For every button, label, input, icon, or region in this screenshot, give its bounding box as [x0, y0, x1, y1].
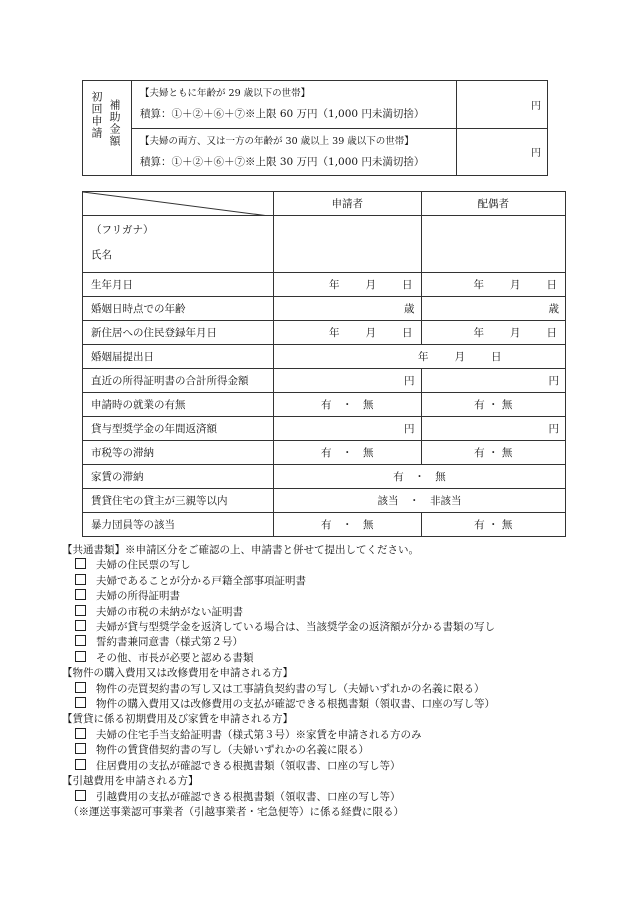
subsidy-amount-label: 補助金額	[108, 99, 121, 147]
initial-application-label: 初回申請	[90, 91, 103, 139]
spouse-name-field[interactable]	[421, 216, 565, 273]
subsidy-row-30to39	[132, 128, 457, 176]
age-unit: 歳	[548, 303, 559, 315]
table-row	[83, 441, 566, 465]
list-item[interactable]: 夫婦の住民票の写し	[62, 558, 582, 573]
row-label: 婚姻日時点での年齢	[83, 297, 274, 321]
table-row	[83, 273, 566, 297]
month-unit: 月	[510, 279, 521, 291]
section-title-purchase: 【物件の購入費用又は改修費用を申請される方】	[62, 667, 293, 680]
subsidy-side-label	[83, 81, 132, 176]
subsidy-table	[82, 80, 548, 176]
spouse-employment-choice[interactable]: 有 ・ 無	[421, 393, 565, 417]
year-unit: 年	[329, 327, 340, 339]
list-item[interactable]: 物件の売買契約書の写し又は工事請負契約書の写し（夫婦いずれかの名義に限る）	[62, 682, 582, 697]
list-item[interactable]: 住居費用の支払が確認できる根拠書類（領収書、口座の写し等）	[62, 759, 582, 774]
section-title-rent: 【賃貸に係る初期費用及び家賃を申請される方】	[62, 713, 293, 726]
table-row	[83, 297, 566, 321]
table-row	[83, 513, 566, 537]
applicant-income-field[interactable]	[274, 369, 422, 393]
yen-unit: 円	[548, 423, 559, 435]
spouse-scholarship-field[interactable]	[421, 417, 565, 441]
day-unit: 日	[402, 279, 413, 291]
table-row	[83, 465, 566, 489]
table-row	[83, 393, 566, 417]
checkbox[interactable]	[75, 697, 86, 708]
day-unit: 日	[491, 351, 502, 363]
table-row	[83, 489, 566, 513]
subsidy-row-formula: 積算：①＋②＋⑥＋⑦※上限 30 万円（1,000 円未満切捨）	[140, 155, 425, 168]
section-title-moving: 【引越費用を申請される方】	[62, 775, 199, 788]
yen-unit: 円	[404, 375, 415, 387]
year-unit: 年	[473, 279, 484, 291]
list-item[interactable]: 物件の賃貸借契約書の写し（夫婦いずれかの名義に限る）	[62, 743, 582, 758]
landlord-relative-choice[interactable]: 該当 ・ 非該当	[274, 489, 566, 513]
row-label: 生年月日	[83, 273, 274, 297]
row-label: 申請時の就業の有無	[83, 393, 274, 417]
subsidy-row-formula: 積算：①＋②＋⑥＋⑦※上限 60 万円（1,000 円未満切捨）	[140, 108, 425, 120]
year-unit: 年	[473, 327, 484, 339]
yen-unit: 円	[404, 423, 415, 435]
checkbox[interactable]	[75, 574, 86, 585]
name-label-cell	[83, 216, 274, 273]
rent-arrears-choice[interactable]: 有 ・ 無	[274, 465, 566, 489]
applicant-table	[82, 191, 566, 537]
spouse-gang-choice[interactable]: 有 ・ 無	[421, 513, 565, 537]
marriage-date-field[interactable]	[274, 345, 566, 369]
applicant-employment-choice[interactable]: 有 ・ 無	[274, 393, 422, 417]
checkbox[interactable]	[75, 682, 86, 693]
subsidy-amount-field[interactable]	[457, 81, 548, 129]
subsidy-amount-field[interactable]	[457, 128, 548, 176]
list-item[interactable]: 物件の購入費用又は改修費用の支払が確認できる根拠書類（領収書、口座の写し等）	[62, 697, 582, 712]
year-unit: 年	[418, 351, 429, 363]
row-label: 直近の所得証明書の合計所得金額	[83, 369, 274, 393]
list-item[interactable]: 夫婦の住宅手当支給証明書（様式第３号）※家賃を申請される方のみ	[62, 728, 582, 743]
checkbox[interactable]	[75, 589, 86, 600]
applicant-gang-choice[interactable]: 有 ・ 無	[274, 513, 422, 537]
spouse-registration-date-field[interactable]	[421, 321, 565, 345]
age-unit: 歳	[404, 303, 415, 315]
documents-checklist	[62, 543, 582, 820]
list-item[interactable]: 誓約書兼同意書（様式第２号）	[62, 635, 582, 650]
month-unit: 月	[365, 279, 377, 291]
yen-unit: 円	[548, 375, 559, 387]
list-item[interactable]: 引越費用の支払が確認できる根拠書類（領収書、口座の写し等）	[62, 790, 582, 805]
checkbox[interactable]	[75, 728, 86, 739]
applicant-registration-date-field[interactable]	[274, 321, 422, 345]
day-unit: 日	[402, 327, 413, 339]
checkbox[interactable]	[75, 759, 86, 770]
subsidy-row-head: 【夫婦ともに年齢が 29 歳以下の世帯】	[140, 88, 311, 99]
checkbox[interactable]	[75, 790, 86, 801]
table-row	[83, 345, 566, 369]
list-item[interactable]: 夫婦の所得証明書	[62, 589, 582, 604]
table-row	[83, 417, 566, 441]
list-item[interactable]: 夫婦の市税の未納がない証明書	[62, 605, 582, 620]
month-unit: 月	[454, 351, 465, 363]
subsidy-row-under29	[132, 81, 457, 129]
applicant-birthdate-field[interactable]	[274, 273, 422, 297]
applicant-age-field[interactable]	[274, 297, 422, 321]
diagonal-header-cell	[83, 192, 274, 216]
spouse-tax-arrears-choice[interactable]: 有 ・ 無	[421, 441, 565, 465]
row-label: 新住居への住民登録年月日	[83, 321, 274, 345]
table-row	[83, 321, 566, 345]
checkbox[interactable]	[75, 743, 86, 754]
row-label: 暴力団員等の該当	[83, 513, 274, 537]
applicant-name-field[interactable]	[274, 216, 422, 273]
list-item[interactable]: 夫婦が貸与型奨学金を返済している場合は、当該奨学金の返済額が分かる書類の写し	[62, 620, 582, 635]
row-label: 婚姻届提出日	[83, 345, 274, 369]
checkbox[interactable]	[75, 558, 86, 569]
day-unit: 日	[546, 327, 557, 339]
applicant-tax-arrears-choice[interactable]: 有 ・ 無	[274, 441, 422, 465]
checkbox[interactable]	[75, 605, 86, 616]
list-item[interactable]: その他、市長が必要と認める書類	[62, 651, 582, 666]
furigana-label: （フリガナ）	[91, 224, 154, 236]
moving-note: （※運送事業認可事業者（引越事業者・宅急便等）に係る経費に限る）	[68, 805, 404, 818]
subsidy-row-head: 【夫婦の両方、又は一方の年齢が 30 歳以上 39 歳以下の世帯】	[140, 135, 414, 147]
header-spouse: 配偶者	[421, 192, 565, 216]
year-unit: 年	[329, 279, 340, 291]
spouse-age-field[interactable]	[421, 297, 565, 321]
month-unit: 月	[510, 327, 521, 339]
spouse-income-field[interactable]	[421, 369, 565, 393]
name-label: 氏名	[91, 249, 112, 261]
checkbox[interactable]	[75, 651, 86, 662]
checkbox[interactable]	[75, 635, 86, 646]
row-label: 賃貸住宅の貸主が三親等以内	[83, 489, 274, 513]
row-label: 家賃の滞納	[83, 465, 274, 489]
yen-unit: 円	[531, 100, 541, 112]
list-item[interactable]: 夫婦であることが分かる戸籍全部事項証明書	[62, 574, 582, 589]
row-label: 市税等の滞納	[83, 441, 274, 465]
day-unit: 日	[546, 279, 557, 291]
month-unit: 月	[365, 327, 377, 339]
spouse-birthdate-field[interactable]	[421, 273, 565, 297]
applicant-scholarship-field[interactable]	[274, 417, 422, 441]
diagonal-line	[83, 192, 269, 216]
table-row	[83, 369, 566, 393]
checkbox[interactable]	[75, 620, 86, 631]
row-label: 貸与型奨学金の年間返済額	[83, 417, 274, 441]
yen-unit: 円	[531, 148, 541, 160]
section-title-common: 【共通書類】※申請区分をご確認の上、申請書と併せて提出してください。	[62, 544, 419, 556]
header-applicant: 申請者	[274, 192, 422, 216]
